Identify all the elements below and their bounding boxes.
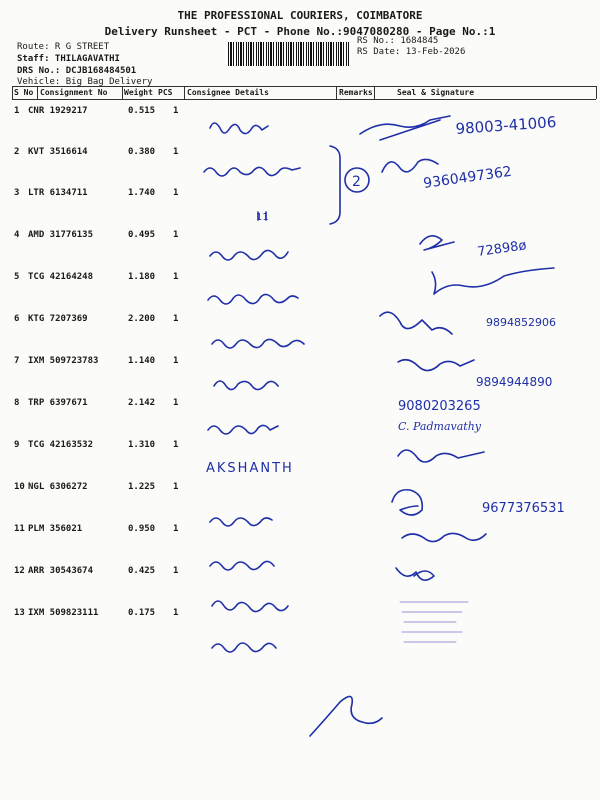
signature (402, 533, 486, 541)
col-header-consignee: Consignee Details (187, 88, 269, 97)
row-pcs: 1 (173, 272, 179, 282)
row-sno: 4 (14, 230, 20, 240)
row-pcs: 1 (173, 230, 179, 240)
rs-number: RS No.: 1684845 (357, 36, 439, 46)
row-pcs: 1 (173, 314, 179, 324)
row-weight: 0.380 (128, 147, 156, 157)
row-consignment: ARR 30543674 (28, 566, 94, 576)
col-header-consignment: Consignment No (40, 88, 108, 97)
row-consignment: NGL 6306272 (28, 482, 88, 492)
consignee-handwriting (210, 561, 274, 570)
signature (380, 312, 452, 334)
row-pcs: 1 (173, 482, 179, 492)
row-pcs: 1 (173, 566, 179, 576)
row-sno: 9 (14, 440, 20, 450)
row-sno: 2 (14, 147, 20, 157)
route-label: Route: R G STREET (17, 42, 110, 52)
handwritten-phone: 9677376531 (482, 501, 565, 516)
row-weight: 0.495 (128, 230, 156, 240)
handwritten-phone: 9894852906 (486, 316, 556, 329)
signature (420, 236, 454, 250)
signature (382, 159, 438, 172)
row-pcs: 1 (173, 398, 179, 408)
row-sno: 1 (14, 106, 20, 116)
row-sno: 5 (14, 272, 20, 282)
rs-date: RS Date: 13-Feb-2026 (357, 47, 466, 57)
handwritten-phone: 72898ø (476, 238, 528, 260)
row-pcs: 1 (173, 147, 179, 157)
signature (432, 268, 554, 294)
consignee-handwriting (212, 339, 304, 348)
handwritten-name: C. Padmavathy (398, 420, 482, 433)
row-consignment: AMD 31776135 (28, 230, 94, 240)
row-sno: 10 (14, 482, 25, 492)
handwritten-name: AKSHANTH (206, 461, 294, 476)
signature (398, 450, 484, 462)
consignee-handwriting (210, 123, 268, 134)
col-header-weight: Weight (124, 88, 153, 97)
runsheet-subtitle: Delivery Runsheet - PCT - Phone No.:9047080280 - Page No.:1 (104, 25, 496, 38)
row-consignment: TCG 42164248 (28, 272, 94, 282)
row-consignment: IXM 509723783 (28, 356, 99, 366)
row-weight: 1.140 (128, 356, 156, 366)
signature (396, 568, 434, 580)
company-title: THE PROFESSIONAL COURIERS, COIMBATORE (177, 9, 423, 22)
row-consignment: TCG 42163532 (28, 440, 94, 450)
col-header-remarks: Remarks (339, 88, 373, 97)
consignee-handwriting (212, 643, 276, 652)
row-consignment: LTR 6134711 (28, 188, 88, 198)
row-sno: 6 (14, 314, 20, 324)
row-consignment: KTG 7207369 (28, 314, 88, 324)
row-weight: 1.740 (128, 188, 156, 198)
row-pcs: 1 (173, 188, 179, 198)
row-consignment: PLM 356021 (28, 524, 83, 534)
signature (392, 490, 422, 515)
handwritten-phone: 9894944890 (476, 375, 553, 389)
row-consignment: TRP 6397671 (28, 398, 88, 408)
row-weight: 0.515 (128, 106, 156, 116)
row-consignment: KVT 3516614 (28, 147, 88, 157)
stamp (400, 602, 468, 642)
row-sno: 13 (14, 608, 25, 618)
row-pcs: 1 (173, 356, 179, 366)
col-header-seal: Seal & Signature (397, 88, 475, 97)
handwritten-circle: 2 (352, 174, 361, 190)
consignee-handwriting (204, 167, 300, 176)
row-weight: 0.175 (128, 608, 156, 618)
row-sno: 11 (14, 524, 25, 534)
drs-label: DRS No.: DCJB168484501 (17, 66, 137, 76)
row-pcs: 1 (173, 440, 179, 450)
bracket-mark (330, 146, 340, 224)
consignee-handwriting (208, 294, 298, 304)
col-header-pcs: PCS (158, 88, 173, 97)
row-weight: 1.225 (128, 482, 156, 492)
staff-label: Staff: THILAGAVATHI (17, 54, 120, 64)
signature (310, 696, 382, 736)
vehicle-label: Vehicle: Big Bag Delivery (17, 77, 153, 87)
col-header-sno: S No (14, 88, 34, 97)
row-pcs: 1 (173, 524, 179, 534)
consignee-handwriting (210, 250, 288, 260)
consignee-handwriting (208, 425, 278, 434)
handwritten-phone: 9080203265 (398, 399, 481, 414)
row-weight: 0.425 (128, 566, 156, 576)
row-weight: 0.950 (128, 524, 156, 534)
consignee-handwriting (210, 518, 272, 526)
row-weight: 2.200 (128, 314, 156, 324)
row-weight: 1.180 (128, 272, 156, 282)
signature (398, 360, 474, 371)
consignee-handwriting (214, 381, 278, 390)
signature (360, 116, 450, 140)
handwritten-phone: 98003-41006 (455, 112, 557, 138)
row-sno: 7 (14, 356, 20, 366)
row-pcs: 1 (173, 608, 179, 618)
handwritten-phone: 9360497362 (422, 163, 513, 192)
row-sno: 3 (14, 188, 20, 198)
row-weight: 2.142 (128, 398, 156, 408)
handwritten-mark: 11 (256, 212, 269, 223)
row-sno: 8 (14, 398, 20, 408)
row-weight: 1.310 (128, 440, 156, 450)
row-consignment: IXM 509823111 (28, 608, 99, 618)
row-consignment: CNR 1929217 (28, 106, 88, 116)
consignee-handwriting (212, 601, 288, 612)
row-sno: 12 (14, 566, 25, 576)
row-pcs: 1 (173, 106, 179, 116)
